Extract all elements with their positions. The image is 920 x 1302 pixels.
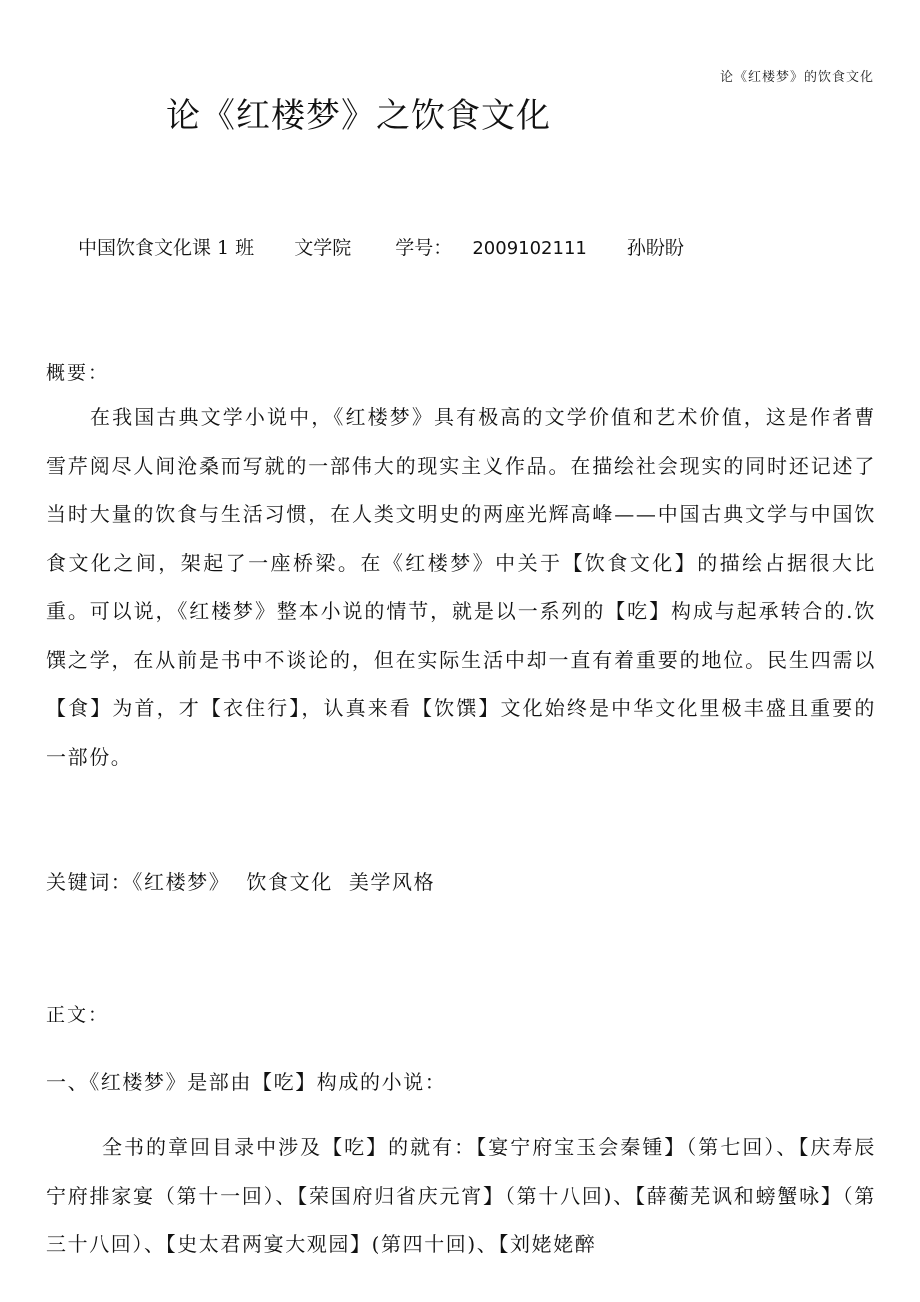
abstract-label: 概要： xyxy=(46,362,110,384)
course-name: 中国饮食文化课 1 班 xyxy=(78,237,255,259)
body-label: 正文： xyxy=(46,1004,110,1026)
author-info-line xyxy=(78,233,684,260)
keyword-item: 《红楼梦》 xyxy=(132,870,231,894)
document-title: 论《红楼梦》之饮食文化 xyxy=(166,96,551,136)
abstract-paragraph: 在我国古典文学小说中，《红楼梦》具有极高的文学价值和艺术价值，这是作者曹雪芹阅尽人间沧桑而写就的一部伟大的现实主义作品。在描绘社会现实的同时还记述了当时大量的饮食与生活习惯，在人类文明史的两座光辉高峰——中国古典文学与中国饮食文化之间，架起了一座桥梁。在《红楼梦》中关于【饮食文化】的描绘占据很大比重。可以说，《红楼梦》整本小说的情节，就是以一系列的【吃】构成与起承转合的.饮馔之学，在从前是书中不谈论的，但在实际生活中却一直有着重要的地位。民生四需以【食】为首，才【衣住行】，认真来看【饮馔】文化始终是中华文化里极丰盛且重要的一部份。 xyxy=(46,405,876,769)
keywords-label: 关键词： xyxy=(46,870,133,894)
college-name: 文学院 xyxy=(294,237,352,259)
section-heading: 一、《红楼梦》是部由【吃】构成的小说： xyxy=(46,1070,447,1094)
keywords-line xyxy=(46,866,435,895)
author-name: 孙盼盼 xyxy=(626,237,684,259)
body-paragraph: 全书的章回目录中涉及【吃】的就有：【宴宁府宝玉会秦锺】（第七回）、【庆寿辰宁府排家宴（第十一回）、【荣国府归省庆元宵】（第十八回)、【薛蘅芜讽和螃蟹咏】（第三十八回）、【史太君两宴大观园】(第四十回)、【刘姥姥醉 xyxy=(46,1135,876,1256)
keyword-item: 饮食文化 xyxy=(246,870,333,894)
student-id: 2009102111 xyxy=(472,238,587,259)
running-header: 论《红楼梦》的饮食文化 xyxy=(719,70,874,85)
keyword-item: 美学风格 xyxy=(348,870,436,894)
student-id-label: 学号： xyxy=(395,237,453,259)
